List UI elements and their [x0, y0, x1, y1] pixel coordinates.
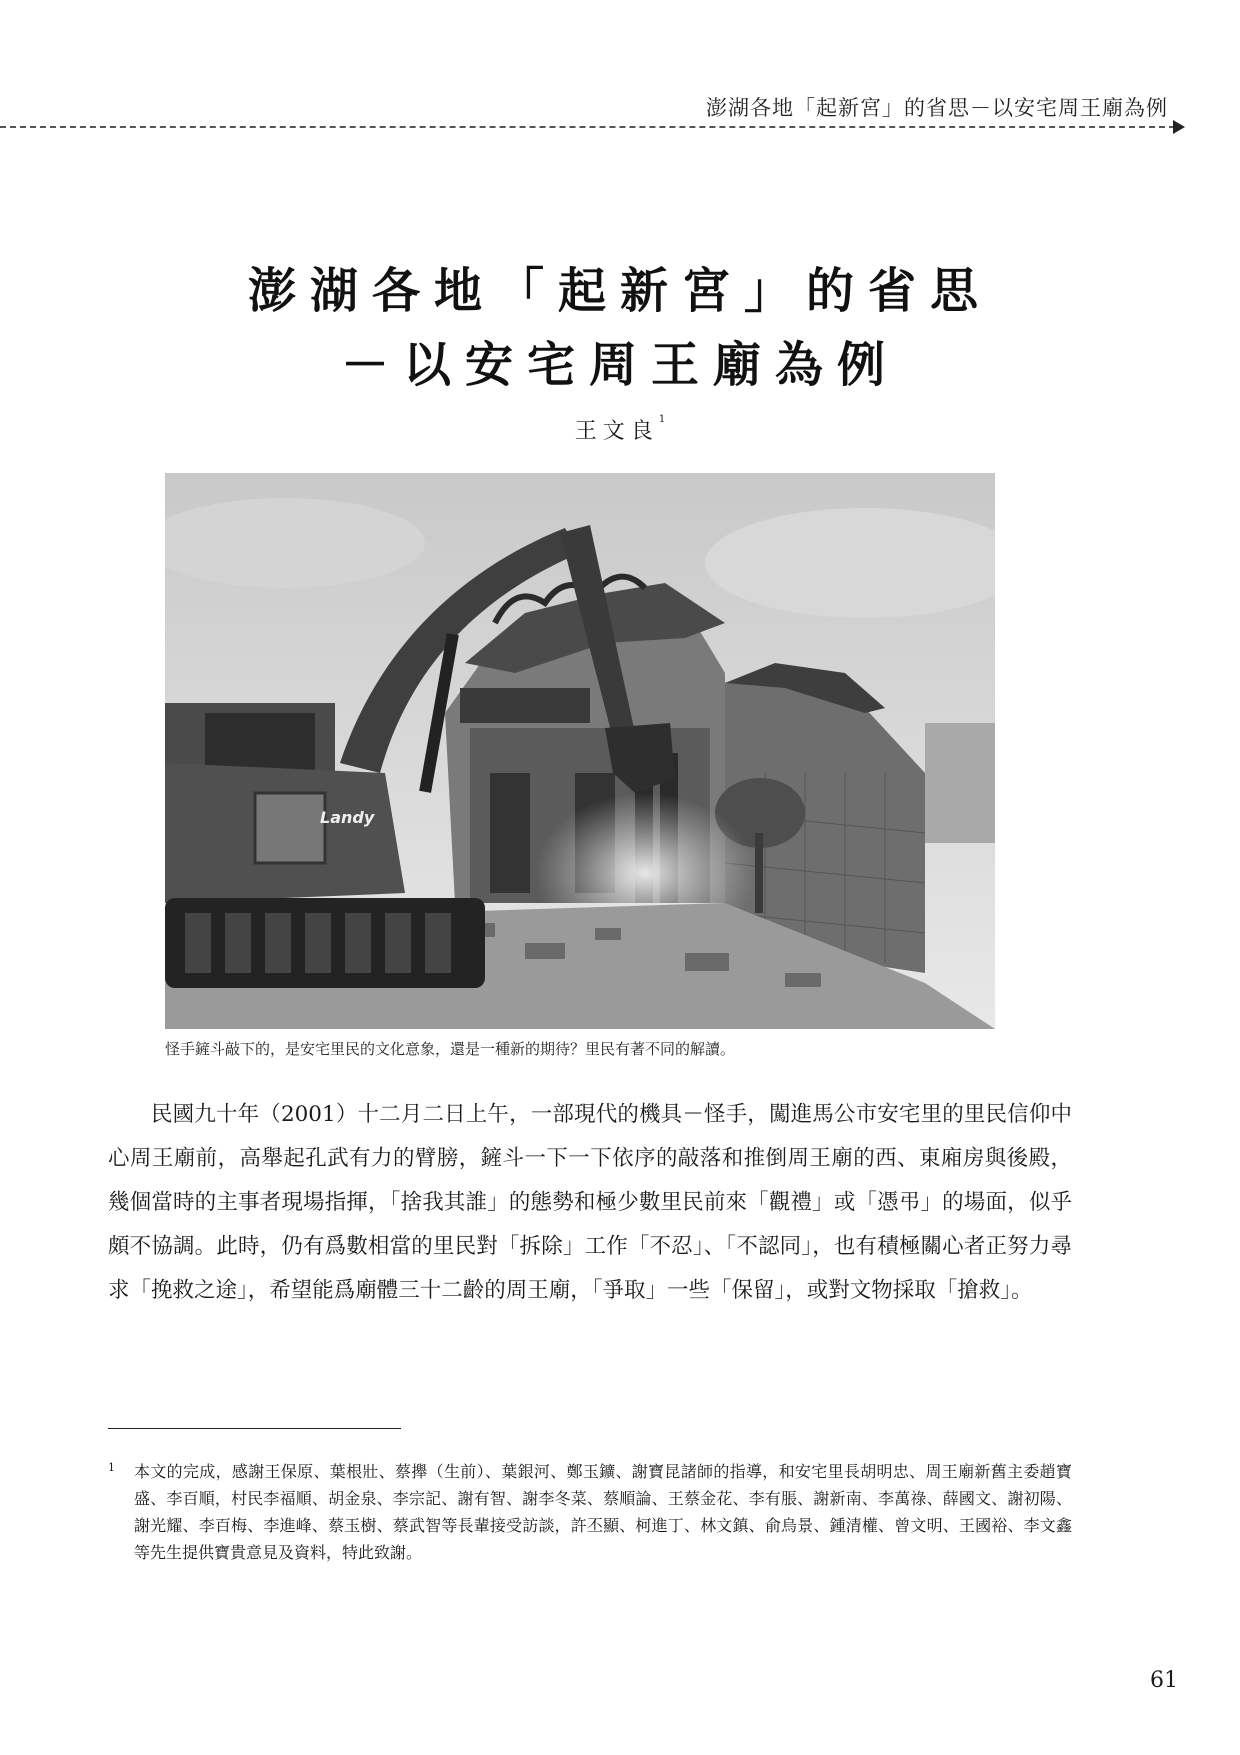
author-name: 王文良 [574, 419, 659, 444]
footnote [108, 1458, 1072, 1566]
excavator-brand-label: Landy [320, 808, 375, 827]
page-number: 61 [1150, 1668, 1178, 1693]
arrow-right-icon [1173, 120, 1185, 134]
article-title-line1: 澎湖各地「起新宮」的省思 [247, 263, 992, 319]
running-header: 澎湖各地「起新宮」的省思－以安宅周王廟為例 [706, 96, 1168, 120]
footnote-rule [108, 1428, 401, 1429]
author-footnote-mark: 1 [658, 414, 666, 425]
footnote-text: 本文的完成，感謝王保原、葉根壯、蔡攑（生前）、葉銀河、鄭玉鑛、謝寶昆諸師的指導，和安宅里長胡明忠、周王廟新舊主委趙寶盛、李百順，村民李福順、胡金泉、李宗記、謝有智、謝李冬菜、蔡順論、王蔡金花、李有脹、謝新南、李萬祿、薛國文、謝初陽、謝光耀、李百梅、李進峰、蔡玉樹、蔡武智等長輩接受訪談，許丕顯、柯進丁、林文鎮、俞烏景、鍾清權、曾文明、王國裕、李文鑫等先生提供寶貴意見及資料，特此致謝。 [134, 1462, 1072, 1562]
photo-caption: 怪手鏟斗敲下的，是安宅里民的文化意象，還是一種新的期待？里民有著不同的解讀。 [165, 1040, 736, 1058]
body-paragraph: 民國九十年（2001）十二月二日上午，一部現代的機具－怪手，闖進馬公市安宅里的里民信仰中心周王廟前，高舉起孔武有力的臂膀，鏟斗一下一下依序的敲落和推倒周王廟的西、東廂房與後殿，幾個當時的主事者現場指揮，「捨我其誰」的態勢和極少數里民前來「觀禮」或「憑弔」的場面，似乎頗不協調。此時，仍有爲數相當的里民對「拆除」工作「不忍」、「不認同」，也有積極關心者正努力尋求「挽救之途」，希望能爲廟體三十二齡的周王廟，「爭取」一些「保留」，或對文物採取「搶救」。 [108, 1102, 1072, 1303]
temple-demolition-photo [165, 473, 995, 1029]
header-dashed-rule [0, 126, 1175, 128]
article-title-line2: －以安宅周王廟為例 [340, 337, 899, 393]
footnote-mark: 1 [108, 1461, 115, 1474]
author-line [0, 414, 1240, 445]
